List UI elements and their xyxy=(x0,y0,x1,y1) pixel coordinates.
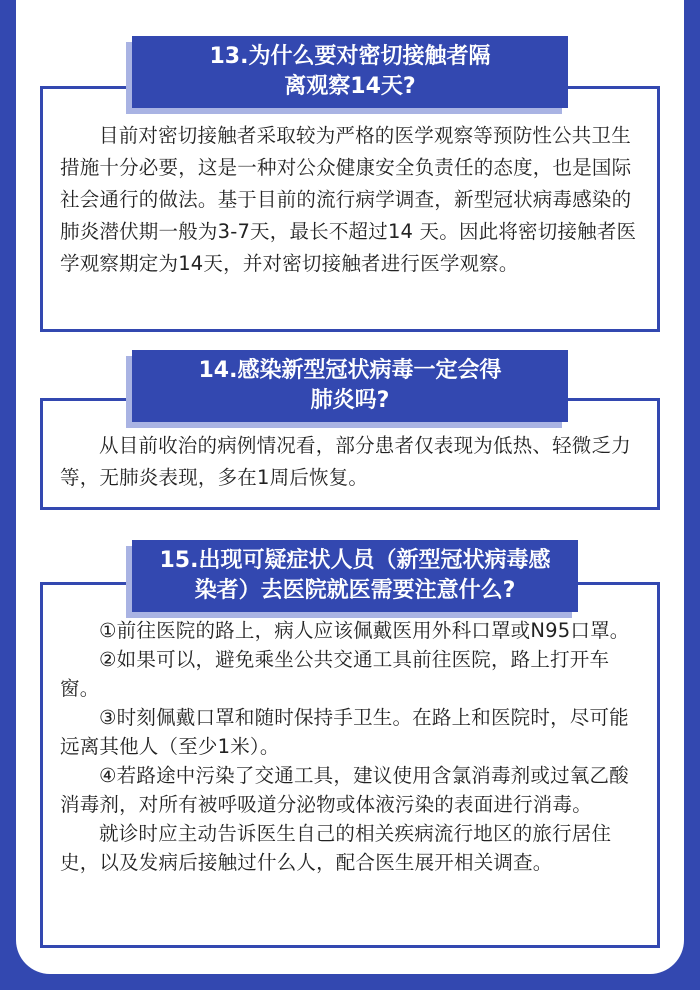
q13-body xyxy=(60,120,644,280)
q15-item-2: ②如果可以，避免乘坐公共交通工具前往医院，路上打开车窗。 xyxy=(60,648,610,700)
q14-title-line1: 14.感染新型冠状病毒一定会得 xyxy=(198,358,502,383)
q15-item-5: 就诊时应主动告诉医生自己的相关疾病流行地区的旅行居住史，以及发病后接触过什么人，配合医生展开相关调查。 xyxy=(60,822,612,874)
q14-paragraph: 从目前收治的病例情况看，部分患者仅表现为低热、轻微乏力等，无肺炎表现，多在1周后恢复。 xyxy=(60,434,631,489)
q15-item-4: ④若路途中污染了交通工具，建议使用含氯消毒剂或过氧乙酸消毒剂，对所有被呼吸道分泌物或体液污染的表面进行消毒。 xyxy=(60,764,629,816)
q13-title-line2: 离观察14天? xyxy=(284,74,416,99)
q13-paragraph: 目前对密切接触者采取较为严格的医学观察等预防性公共卫生措施十分必要，这是一种对公众健康安全负责任的态度，也是国际社会通行的做法。基于目前的流行病学调查，新型冠状病毒感染的肺炎潜伏期一般为3-7天，最长不超过14 天。因此将密切接触者医学观察期定为14天，并对密切接触者进行医学观察。 xyxy=(60,124,637,275)
q15-title-line2: 染者）去医院就医需要注意什么? xyxy=(194,578,516,603)
q15-title xyxy=(132,540,578,612)
q14-title-line2: 肺炎吗? xyxy=(310,388,390,413)
q15-body xyxy=(60,616,644,877)
q15-title-line1: 15.出现可疑症状人员（新型冠状病毒感 xyxy=(159,548,551,573)
q14-body xyxy=(60,430,644,494)
q15-item-1: ①前往医院的路上，病人应该佩戴医用外科口罩或N95口罩。 xyxy=(99,619,630,642)
q13-title-line1: 13.为什么要对密切接触者隔 xyxy=(209,44,491,69)
q13-title xyxy=(132,36,568,108)
q15-item-3: ③时刻佩戴口罩和随时保持手卫生。在路上和医院时，尽可能远离其他人（至少1米）。 xyxy=(60,706,629,758)
q14-title xyxy=(132,350,568,422)
